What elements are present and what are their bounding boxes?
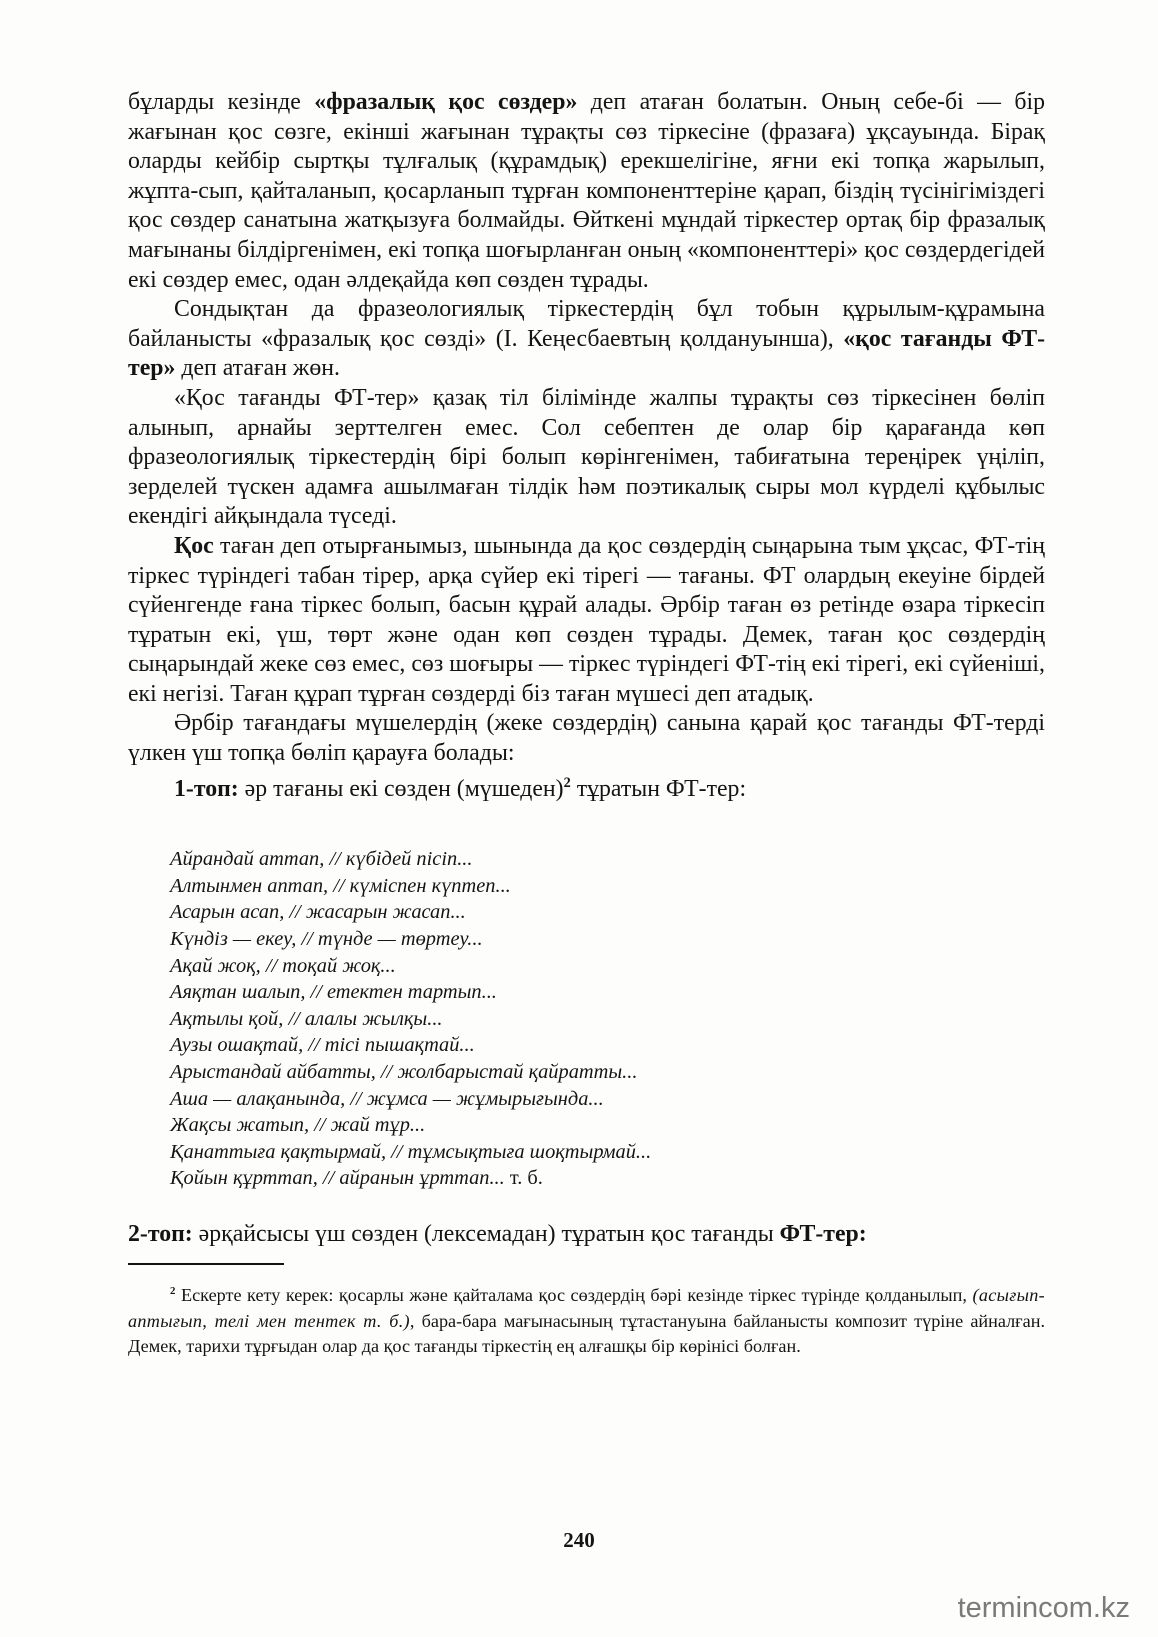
example-tail: т. б.: [504, 1167, 543, 1190]
watermark-logo: termincom.kz: [957, 1592, 1130, 1624]
example-item: [170, 846, 1045, 873]
example-item: [170, 1059, 1045, 1086]
example-item: [170, 979, 1045, 1006]
example-item: [170, 899, 1045, 926]
example-text: Ақтылы қой, // алалы жылқы...: [170, 1007, 443, 1030]
example-text: Ақай жоқ, // тоқай жоқ...: [170, 954, 396, 977]
example-item: [170, 926, 1045, 953]
footnote-text: Ескерте кету керек: қосарлы және қайталама қос сөздердің бәрі кезінде тіркес түрінде қолданылып,: [175, 1285, 973, 1306]
footnote-marker: 2: [170, 1285, 176, 1298]
paragraph: [128, 532, 1045, 710]
text-run: Сондықтан да фразеологиялық тіркестердің бұл тобын құрылым-құрамына байланысты «фразалық қос сөзді» (І. Кеңесбаевтың қолдануынша),: [128, 296, 1045, 352]
footnote: [128, 1279, 1045, 1358]
bold-term: «фразалық қос сөздер»: [314, 89, 578, 115]
page-body: [128, 88, 1045, 1359]
example-item: [170, 1086, 1045, 1113]
example-text: Жақсы жатып, // жай тұр...: [170, 1114, 426, 1137]
text-run: Әрбір тағандағы мүшелердің (жеке сөздердің) санына қарай қос тағанды ФТ-терді үлкен үш топқа бөліп қарауға болады:: [128, 710, 1045, 767]
example-text: Асарын асап, // жасарын жасап...: [170, 901, 466, 924]
example-text: Аша — алақанында, // жұмса — жұмырығында...: [170, 1087, 604, 1110]
footnote-ref: 2: [563, 774, 571, 791]
example-item: [170, 1112, 1045, 1139]
paragraph: [128, 384, 1045, 532]
example-item: [170, 873, 1045, 900]
text-run: деп атаған жөн.: [175, 355, 340, 382]
example-text: Аузы ошақтай, // тісі пышақтай...: [170, 1034, 475, 1057]
main-text: [128, 88, 1045, 804]
examples-list: [170, 846, 1045, 1192]
text-run: таған деп отырғанымыз, шынында да қос сөздердің сыңарына тым ұқсас, ФТ-тің тіркес түріндегі табан тірер, арқа сүйер екі тірегі — тағаны. ФТ олардың екеуіне бірдей сүйенгенде ғана тіркес болып, басын құрай алады. Әрбір таған өз ретінде өзара тіркесіп тұратын екі, үш, төрт және одан көп сөзден тұрады. Демек, таған қос сөздердің сыңарындай жеке сөз емес, сөз шоғыры — тіркес түріндегі ФТ-тің екі тірегі, екі сүйеніші, екі негізі. Таған құрап тұрған сөздерді біз таған мүшесі деп атадық.: [128, 532, 1045, 707]
example-text: Аяқтан шалып, // етектен тартып...: [170, 981, 497, 1004]
text-run: «Қос тағанды ФТ-тер» қазақ тіл білімінде жалпы тұрақты сөз тіркесінен бөліп алынып, арнайы зерттелген емес. Сол себептен де олар бір қарағанда көп фразеологиялық тіркестердің бірі болып көрінгенімен, табиғатына тереңірек үңіліп, зерделей түскен адамға ашылмаған тілдік һәм поэтикалық сыры мол күрделі құбылыс екендігі айқындала түседі.: [128, 384, 1045, 530]
group2-heading: [128, 1220, 1045, 1250]
paragraph: [128, 709, 1045, 768]
footnote-italic: (асығып-аптығып, телі мен тентек т. б.): [128, 1285, 1045, 1331]
footnote-text: , бара-бара мағынасының тұтастануына байланысты композит түріне айналған. Демек, тарихи тұрғыдан олар да қос тағанды тіркестің ең алғашқы бір көрінісі болған.: [128, 1310, 1045, 1356]
example-text: Арыстандай айбатты, // жолбарыстай қайратты...: [170, 1060, 638, 1083]
example-text: Күндіз — екеу, // түнде — төртеу...: [170, 927, 483, 950]
example-text: Алтынмен аптап, // күміспен күптеп...: [170, 874, 511, 897]
page-number: 240: [563, 1528, 595, 1552]
paragraph: [128, 88, 1045, 295]
example-item: [170, 1165, 1045, 1192]
example-item: [170, 953, 1045, 980]
group2-label: 2-топ:: [128, 1220, 193, 1247]
example-text: Қойын құрттап, // айранын ұрттап...: [170, 1167, 505, 1190]
example-text: Айрандай аттап, // күбідей пісіп...: [170, 848, 473, 871]
text-run: деп атаған болатын. Оның себе-бі — бір жағынан қос сөзге, екінші жағынан тұрақты сөз тіркесіне (фразаға) ұқсауында. Бірақ оларды кейбір сыртқы тұлғалық (құрамдық) ерекшелігіне, яғни екі топқа жарылып, жұпта-сып, қайталанып, қосарланып тұрған компоненттеріне қарап, біздің түсінігіміздегі қос сөздер санатына жатқызуға болмайды. Өйткені мұндай тіркестер ортақ бір фразалық мағынаны білдіргенімен, екі топқа шоғырланған оның «компоненттері» қос сөздердегідей екі сөздер емес, одан әлдеқайда көп сөзден тұрады.: [128, 89, 1045, 293]
bold-term: Қос: [174, 532, 214, 559]
group2-end: ФТ-тер:: [779, 1220, 867, 1247]
example-item: [170, 1006, 1045, 1033]
example-item: [170, 1032, 1045, 1059]
example-text: Қанаттыға қақтырмай, // тұмсықтыға шоқтырмай...: [170, 1140, 652, 1163]
paragraph: [128, 295, 1045, 384]
text-run: бұларды кезінде: [128, 89, 315, 115]
text-run: тұратын ФТ-тер:: [570, 775, 747, 802]
bold-term: «қос тағанды ФТ-тер»: [128, 325, 1046, 382]
example-item: [170, 1139, 1045, 1166]
text-run: әр тағаны екі сөзден (мүшеден): [238, 775, 564, 802]
footnote-divider: [128, 1263, 284, 1265]
group2-text: әрқайсысы үш сөзден (лексемадан) тұратын қос тағанды: [192, 1220, 780, 1247]
paragraph: [128, 769, 1045, 805]
bold-term: 1-топ:: [174, 775, 239, 802]
